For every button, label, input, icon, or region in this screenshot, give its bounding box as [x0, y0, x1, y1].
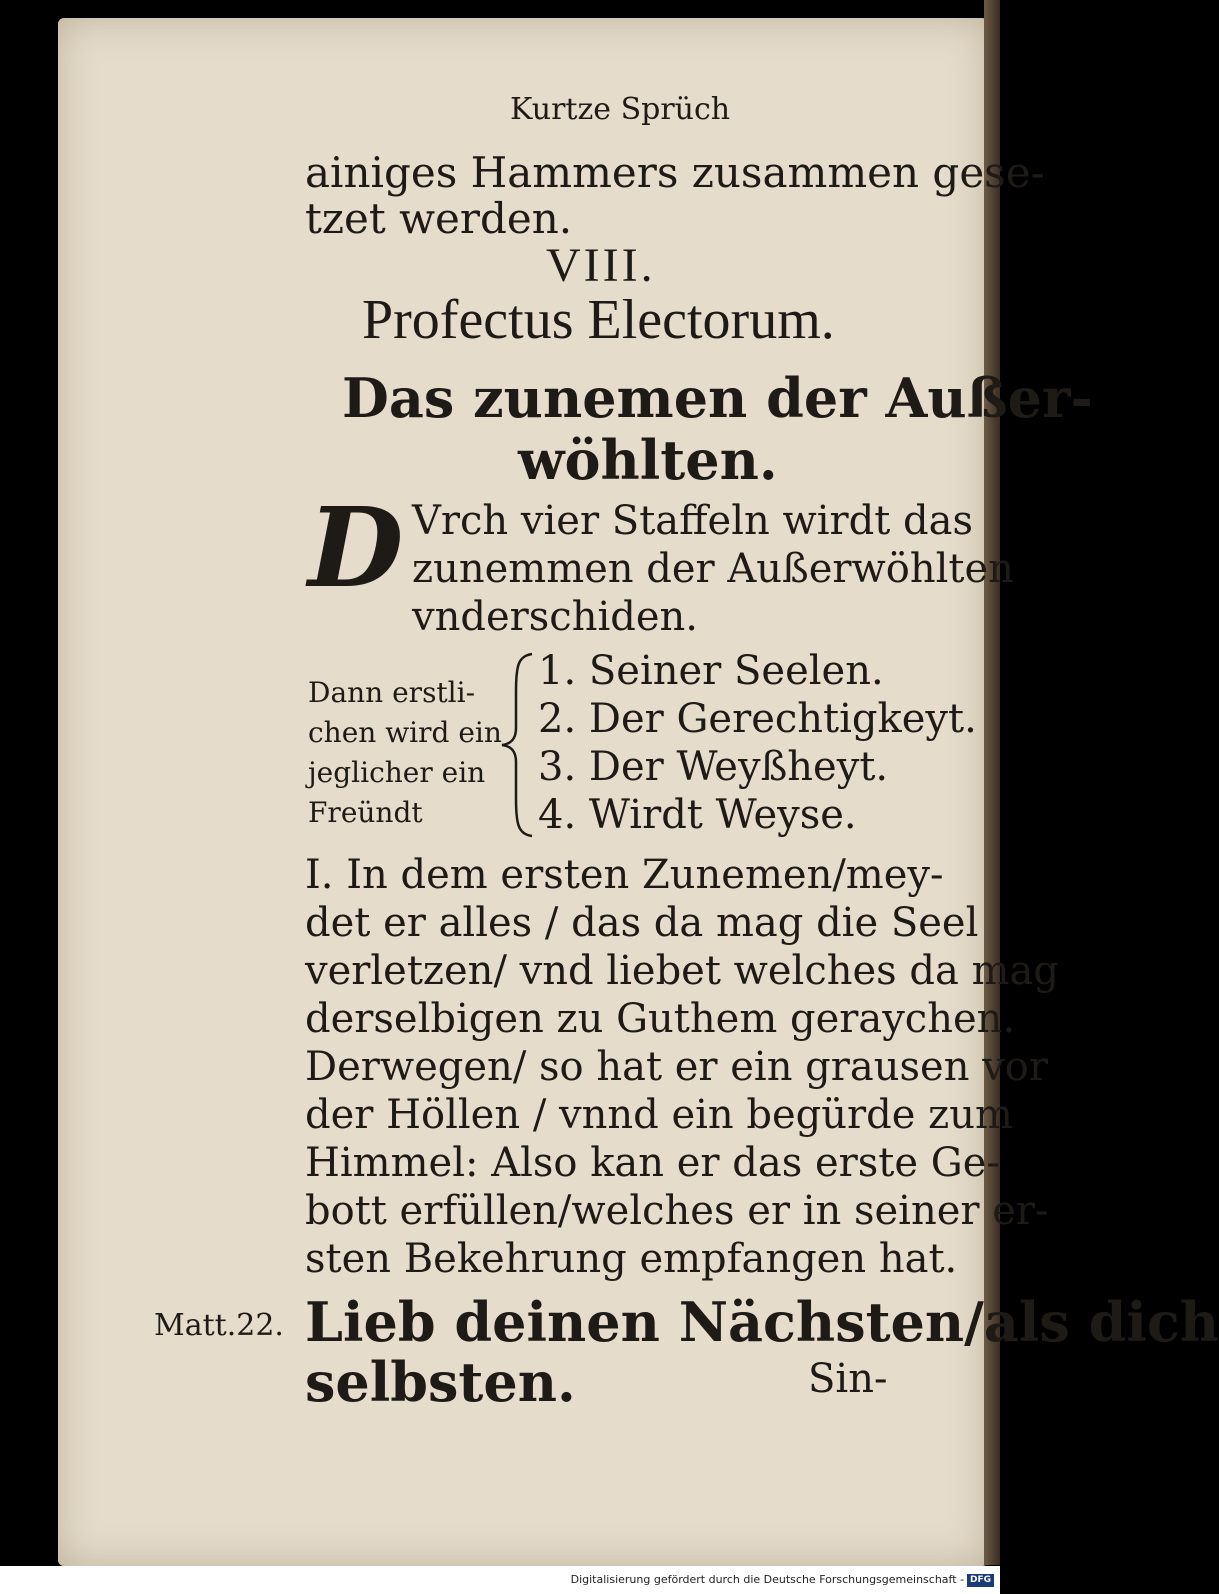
body-line: det er alles / das da mag die Seel [305, 900, 979, 946]
list-item: 4. Wirdt Weyse. [538, 792, 857, 838]
drop-cap: D [308, 483, 404, 612]
digitization-footer [0, 1566, 1000, 1594]
body-line: derselbigen zu Guthem geraychen. [305, 996, 1016, 1042]
catchword: Sin- [808, 1356, 888, 1402]
german-title-line: Das zunemen der Außer- [342, 366, 1093, 430]
body-line: der Höllen / vnnd ein begürde zum [305, 1092, 1013, 1138]
intro-line: vnderschiden. [412, 594, 698, 640]
quote-line: selbsten. [305, 1350, 576, 1414]
dfg-logo-icon: DFG [967, 1574, 994, 1587]
side-note-line: Freündt [308, 796, 423, 829]
body-line: Derwegen/ so hat er ein grausen vor [305, 1044, 1048, 1090]
latin-title: Profectus Electorum. [362, 289, 835, 351]
body-line: Himmel: Also kan er das erste Ge- [305, 1140, 1000, 1186]
list-item: 3. Der Weyßheyt. [538, 744, 889, 790]
body-line: sten Bekehrung empfangen hat. [305, 1236, 958, 1282]
section-number: VIII. [546, 239, 656, 292]
list-item: 2. Der Gerechtigkeyt. [538, 696, 977, 742]
intro-line: zunemmen der Außerwöhlten [412, 546, 1014, 592]
continuation-line: tzet werden. [305, 194, 573, 243]
marginal-reference: Matt.22. [154, 1308, 284, 1343]
quote-line: Lieb deinen Nächsten/als dich [305, 1290, 1219, 1354]
running-head: Kurtze Sprüch [510, 92, 731, 127]
curly-brace-icon [500, 652, 536, 838]
body-line: I. In dem ersten Zunemen/mey- [305, 852, 944, 898]
intro-line: Vrch vier Staffeln wirdt das [412, 498, 973, 544]
side-note-line: chen wird ein [308, 716, 502, 749]
continuation-line: ainiges Hammers zusammen gese- [305, 148, 1045, 197]
side-note-line: jeglicher ein [308, 756, 486, 789]
body-line: bott erfüllen/welches er in seiner er- [305, 1188, 1049, 1234]
german-title-line: wöhlten. [518, 428, 778, 492]
list-item: 1. Seiner Seelen. [538, 648, 884, 694]
footer-text: Digitalisierung gefördert durch die Deutsche Forschungsgemeinschaft - [570, 1573, 964, 1586]
side-note-line: Dann erstli- [308, 676, 476, 709]
body-line: verletzen/ vnd liebet welches da mag [305, 948, 1059, 994]
